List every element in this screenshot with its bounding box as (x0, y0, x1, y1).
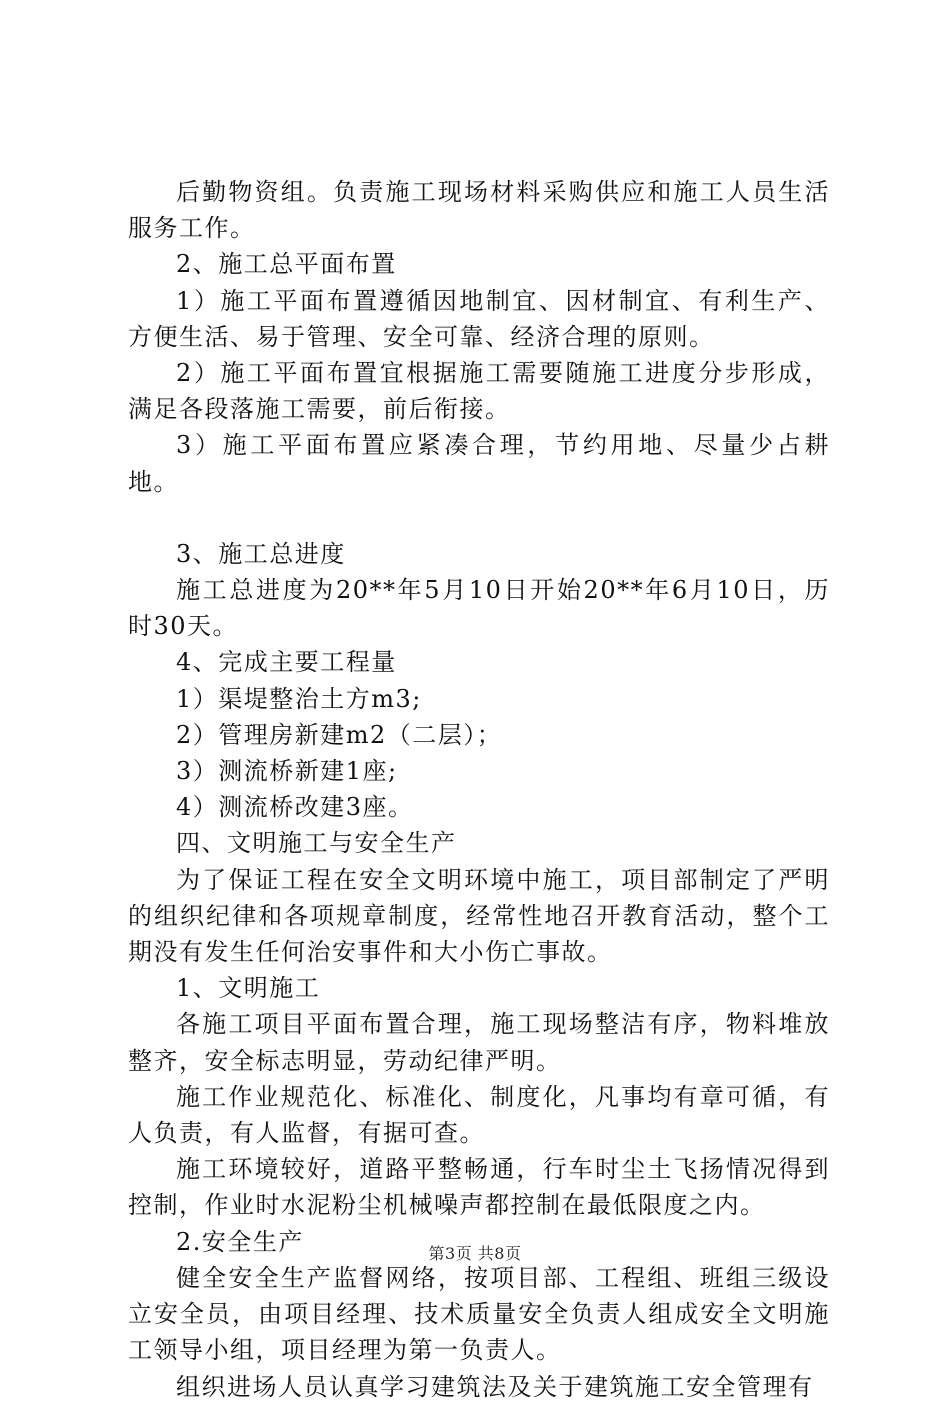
paragraph-logistics-group: 后勤物资组。负责施工现场材料采购供应和施工人员生活服务工作。 (128, 178, 830, 243)
paragraph-site-order: 各施工项目平面布置合理，施工现场整洁有序，物料堆放整齐，安全标志明显，劳动纪律严明。 (128, 1010, 830, 1075)
paragraph-environment: 施工环境较好，道路平整畅通，行车时尘土飞扬情况得到控制，作业时水泥粉尘机械噪声都控制在最低限度之内。 (128, 1155, 830, 1220)
paragraph-layout-compact: 3）施工平面布置应紧凑合理，节约用地、尽量少占耕地。 (128, 431, 830, 496)
heading-civilized-construction: 1、文明施工 (176, 974, 321, 1003)
list-item-management-house: 2）管理房新建m2（二层）； (176, 720, 503, 749)
paragraph-discipline: 为了保证工程在安全文明环境中施工，项目部制定了严明的组织纪律和各项规章制度，经常性地召开教育活动，整个工期没有发生任何治安事件和大小伤亡事故。 (128, 865, 830, 967)
paragraph-safety-network: 健全安全生产监督网络，按项目部、工程组、班组三级设立安全员，由项目经理、技术质量安全负责人组成安全文明施工领导小组，项目经理为第一负责人。 (128, 1263, 830, 1365)
list-item-new-bridge: 3）测流桥新建1座; (176, 757, 398, 786)
paragraph-standardization: 施工作业规范化、标准化、制度化，凡事均有章可循，有人负责，有人监督，有据可查。 (128, 1082, 830, 1148)
heading-quantities: 4、完成主要工程量 (176, 648, 397, 677)
page-number-footer: 第3页 共8页 (428, 1244, 522, 1263)
heading-civilized-safety: 四、文明施工与安全生产 (176, 829, 457, 858)
paragraph-schedule: 施工总进度为20**年5月10日开始20**年6月10日，历时30天。 (128, 576, 830, 641)
paragraph-safety-training: 组织进场人员认真学习建筑法及关于建筑施工安全管理有 (176, 1372, 814, 1401)
heading-schedule: 3、施工总进度 (176, 539, 346, 568)
heading-site-layout: 2、施工总平面布置 (176, 250, 397, 279)
heading-safety-production: 2.安全生产 (176, 1227, 304, 1256)
list-item-earthwork: 1）渠堤整治土方m3; (176, 684, 422, 713)
list-item-rebuilt-bridge: 4）测流桥改建3座。 (176, 793, 414, 822)
paragraph-layout-staged: 2）施工平面布置宜根据施工需要随施工进度分步形成，满足各段落施工需要，前后衔接。 (128, 359, 830, 424)
paragraph-layout-principle: 1）施工平面布置遵循因地制宜、因材制宜、有利生产、方便生活、易于管理、安全可靠、经济合理的原则。 (128, 286, 830, 351)
document-body (128, 174, 830, 1405)
